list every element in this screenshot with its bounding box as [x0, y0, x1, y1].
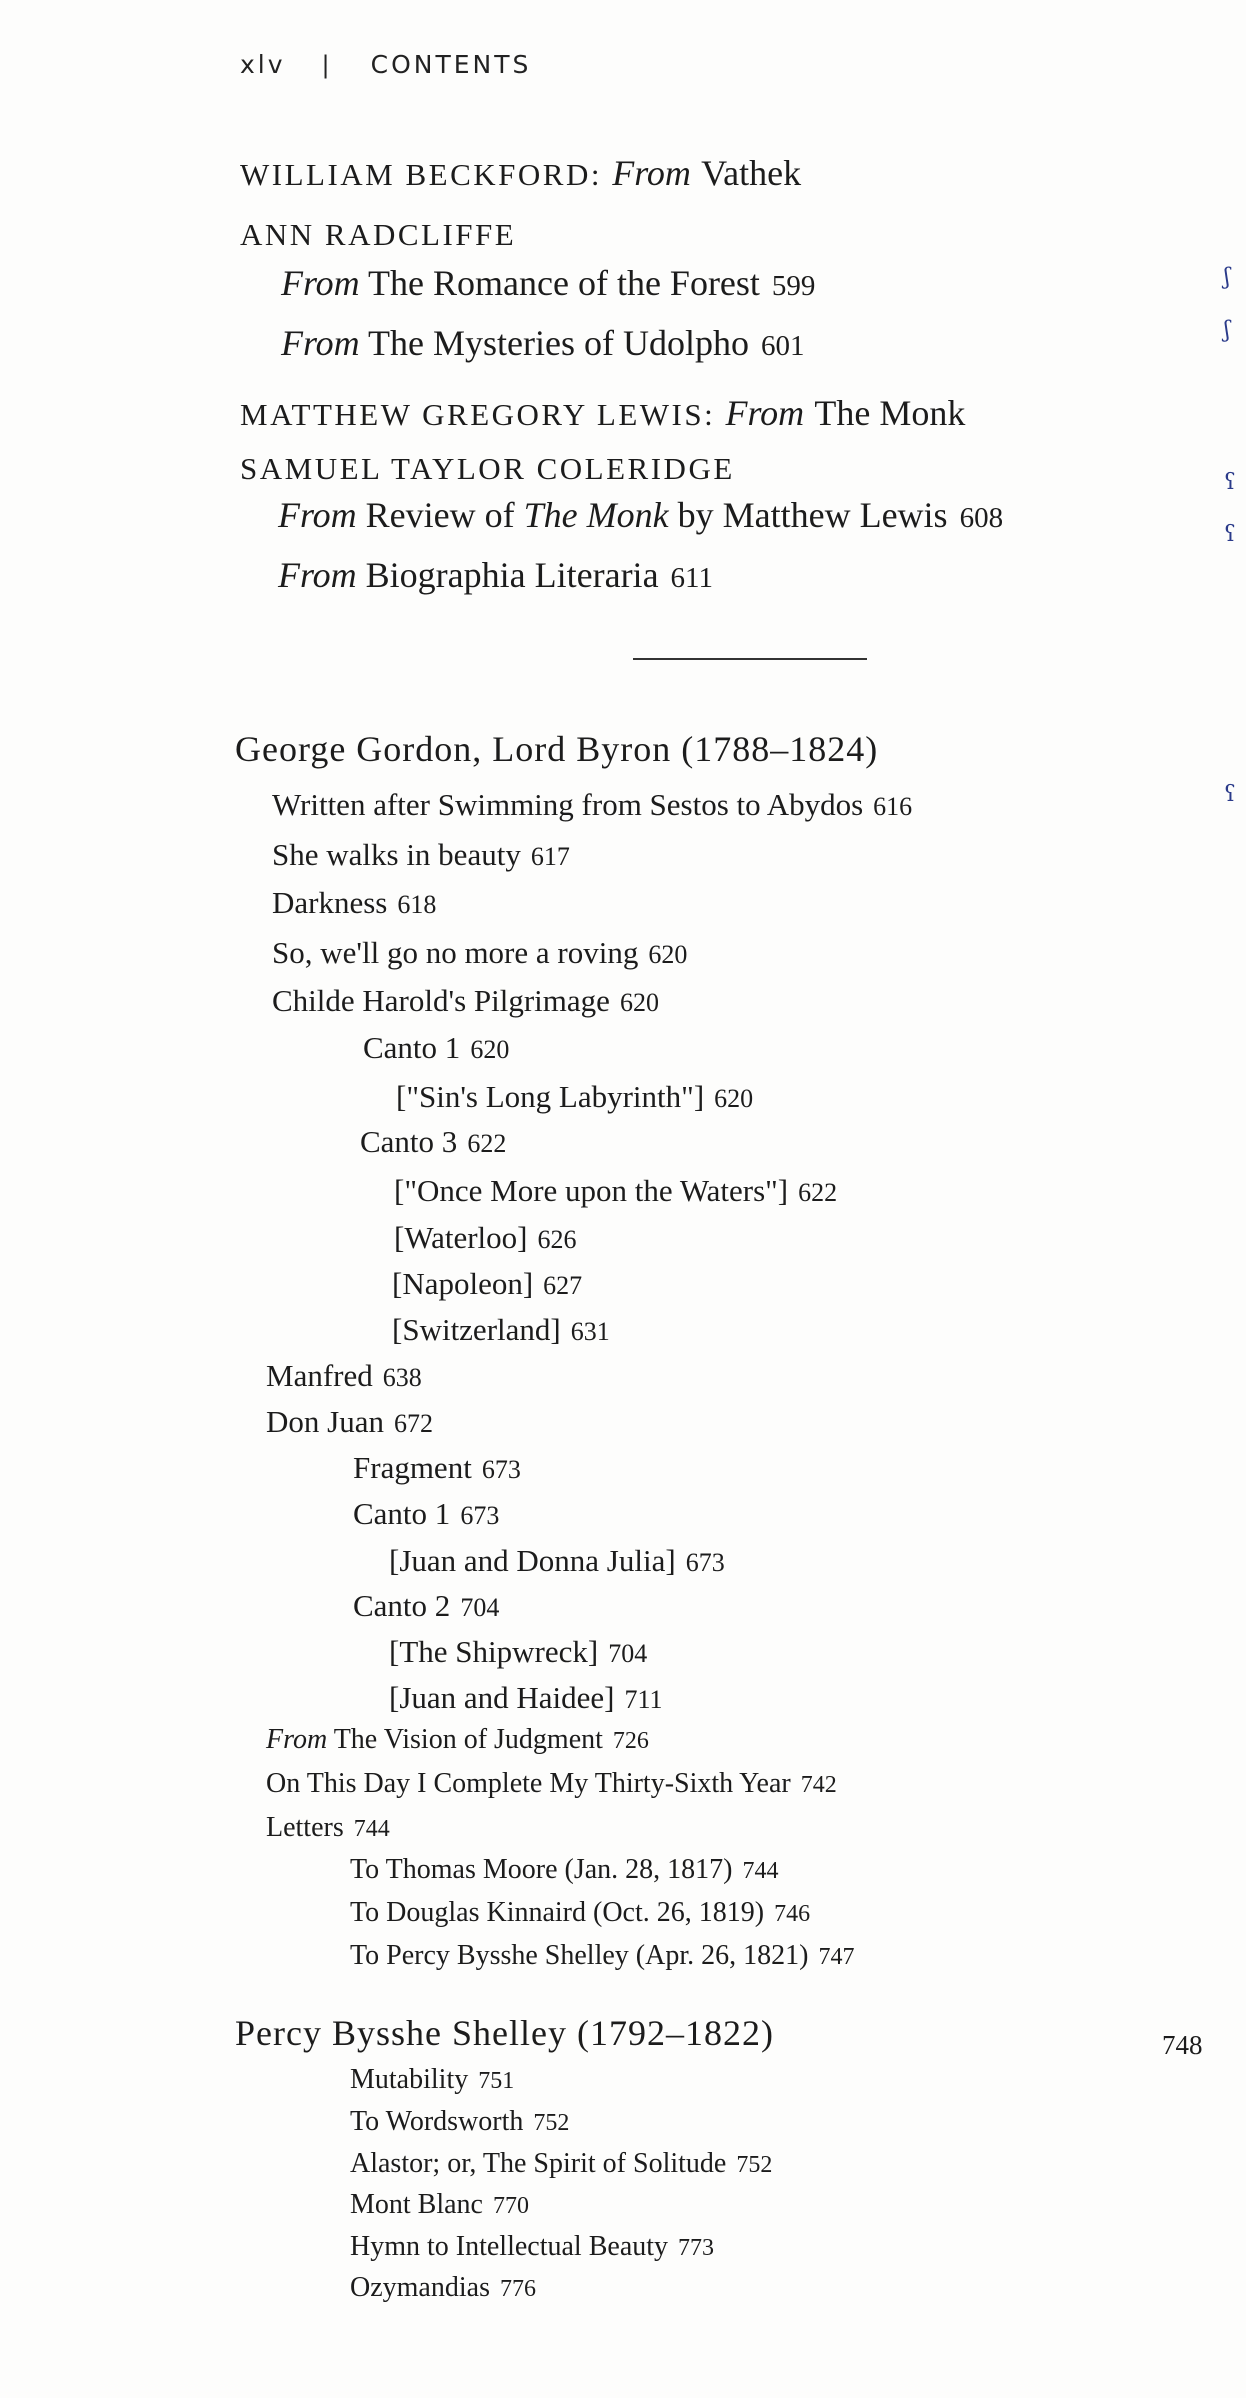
toc-entry[interactable]: ["Sin's Long Labyrinth"] 620: [396, 1079, 754, 1114]
toc-entry[interactable]: Darkness 618: [272, 885, 437, 920]
toc-entry[interactable]: Mutability 751: [350, 2064, 515, 2095]
author-line-lewis: MATTHEW GREGORY LEWIS: From The Monk: [240, 393, 966, 433]
toc-entry[interactable]: [Switzerland] 631: [392, 1312, 610, 1347]
margin-mark: ʕ: [1224, 782, 1236, 807]
author-line-coleridge: SAMUEL TAYLOR COLERIDGE: [240, 451, 735, 486]
header-page-number: xlv: [240, 50, 286, 79]
toc-entry[interactable]: [Waterloo] 626: [394, 1220, 577, 1255]
margin-mark: ʃ: [1224, 265, 1230, 290]
author-heading-shelley: Percy Bysshe Shelley (1792–1822): [235, 2013, 774, 2053]
margin-mark: ʃ: [1224, 318, 1230, 343]
toc-entry[interactable]: From Review of The Monk by Matthew Lewis 608: [278, 495, 1004, 535]
margin-mark: ʕ: [1224, 522, 1236, 547]
toc-entry[interactable]: Alastor; or, The Spirit of Solitude 752: [350, 2148, 773, 2179]
toc-entry[interactable]: [Juan and Haidee] 711: [389, 1680, 663, 1715]
toc-entry[interactable]: Fragment 673: [353, 1450, 521, 1485]
toc-entry[interactable]: Ozymandias 776: [350, 2272, 536, 2303]
toc-entry[interactable]: On This Day I Complete My Thirty-Sixth Year 742: [266, 1768, 837, 1799]
header-separator: |: [321, 51, 333, 79]
toc-entry[interactable]: Letters 744: [266, 1812, 390, 1843]
toc-entry[interactable]: From The Mysteries of Udolpho 601: [281, 323, 805, 363]
toc-entry[interactable]: [Napoleon] 627: [392, 1266, 583, 1301]
section-divider: [633, 658, 867, 660]
toc-entry[interactable]: Don Juan 672: [266, 1404, 433, 1439]
toc-entry[interactable]: Canto 2 704: [353, 1588, 500, 1623]
toc-entry[interactable]: To Percy Bysshe Shelley (Apr. 26, 1821) 747: [350, 1940, 855, 1971]
margin-mark: ʕ: [1224, 470, 1236, 495]
toc-entry[interactable]: From Biographia Literaria 611: [278, 555, 713, 595]
toc-entry[interactable]: From The Vision of Judgment 726: [266, 1724, 649, 1755]
toc-entry[interactable]: Manfred 638: [266, 1358, 422, 1393]
author-line-radcliffe: ANN RADCLIFFE: [240, 217, 517, 252]
toc-entry[interactable]: Childe Harold's Pilgrimage 620: [272, 983, 659, 1018]
toc-entry[interactable]: Hymn to Intellectual Beauty 773: [350, 2231, 715, 2262]
toc-entry[interactable]: Written after Swimming from Sestos to Abydos 616: [272, 787, 913, 822]
toc-entry[interactable]: Canto 3 622: [360, 1124, 507, 1159]
toc-entry[interactable]: ["Once More upon the Waters"] 622: [394, 1173, 838, 1208]
toc-entry[interactable]: To Wordsworth 752: [350, 2106, 570, 2137]
toc-entry[interactable]: To Douglas Kinnaird (Oct. 26, 1819) 746: [350, 1897, 811, 1928]
author-heading-byron: George Gordon, Lord Byron (1788–1824): [235, 729, 879, 769]
toc-entry[interactable]: Mont Blanc 770: [350, 2189, 529, 2220]
toc-entry[interactable]: Canto 1 620: [363, 1030, 510, 1065]
toc-entry[interactable]: Canto 1 673: [353, 1496, 500, 1531]
toc-entry[interactable]: [The Shipwreck] 704: [389, 1634, 648, 1669]
toc-entry[interactable]: She walks in beauty 617: [272, 837, 570, 872]
author-line-beckford: WILLIAM BECKFORD: From Vathek: [240, 153, 802, 193]
toc-entry[interactable]: So, we'll go no more a roving 620: [272, 935, 688, 970]
toc-entry[interactable]: [Juan and Donna Julia] 673: [389, 1543, 725, 1578]
running-header: [240, 50, 531, 79]
toc-entry[interactable]: To Thomas Moore (Jan. 28, 1817) 744: [350, 1854, 779, 1885]
author-page-number: 748: [1162, 2030, 1203, 2060]
header-title: CONTENTS: [370, 50, 532, 79]
toc-entry[interactable]: From The Romance of the Forest 599: [281, 263, 816, 303]
